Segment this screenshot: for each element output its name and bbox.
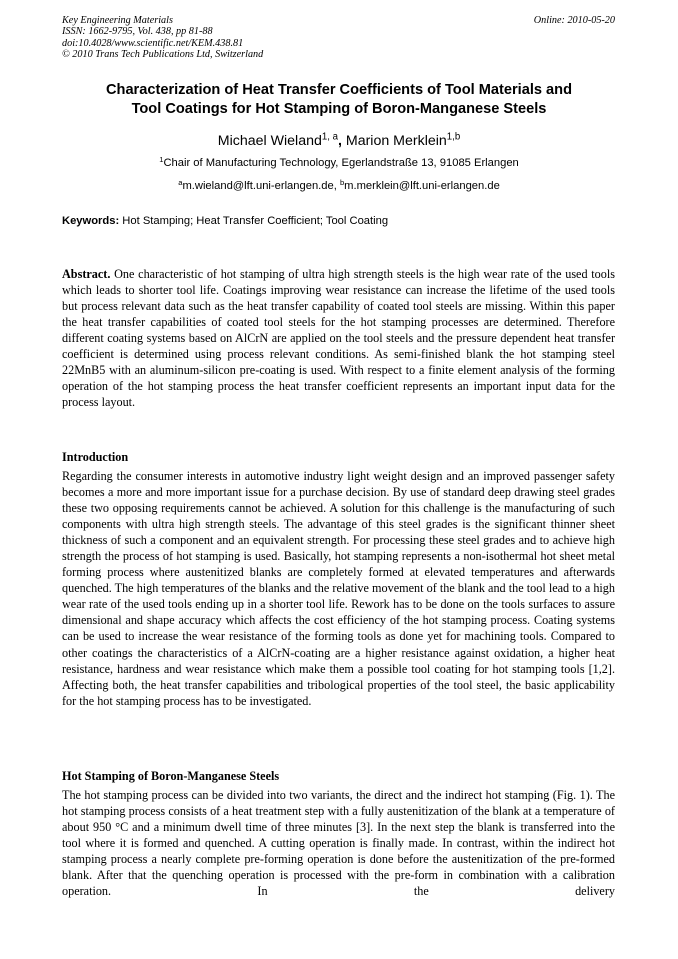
- journal-issn: ISSN: 1662-9795, Vol. 438, pp 81-88: [62, 26, 213, 38]
- keywords: [62, 214, 388, 228]
- author-separator: ,: [337, 133, 346, 149]
- keywords-label: Keywords:: [62, 215, 120, 227]
- author-list: [62, 132, 616, 150]
- section-heading-hot-stamping: Hot Stamping of Boron-Manganese Steels: [62, 769, 280, 783]
- keywords-text: Hot Stamping; Heat Transfer Coefficient; Tool Coating: [119, 215, 389, 227]
- paper-title: [62, 81, 616, 119]
- email-a: m.wieland@lft.uni-erlangen.de,: [182, 180, 340, 192]
- introduction-paragraph: Regarding the consumer interests in automotive industry light weight design and an improved passenger safety becomes a more and more important issue for a purchase decision. By use of standard deep drawing steel grades these two opposing requirements cannot be achieved. A solution for this challenge is the manufacturing of such components with ultra high strength steels. The advantage of this steel grades is the significant thinner sheet thickness of such a component and an equivalent strength. For processing these steel grades and to achieve high strength the process of hot stamping is used. Basically, hot stamping represents a non-isothermal hot sheet metal forming process where austenitized blanks are completely formed at elevated temperatures and afterwards quenched. The high temperatures of the blanks and the relative movement of the blank and the tool lead to a high wear rate of the used tools ending up in a shorter tool life. Rework has to be done on the tools surfaces to assure dimensional and shape accuracy which affects the cost efficiency of the hot stamping process. Coating systems can be used to increase the wear resistance of the forming tools as done yet for machining tools. Compared to other coatings the characteristics of a AlCrN-coating are a higher resistance against oxidation, a higher heat resistance, hardness and wear resistance which make them a possible tool coating for hot stamping tools [1,2]. Affecting both, the heat transfer capabilities and tribological properties of the tool steel, the basic applicability for the hot stamping process has to be investigated.: [62, 469, 615, 708]
- affiliation: [62, 156, 616, 170]
- email-b-mark: b: [339, 177, 345, 187]
- hot-stamping-paragraph: The hot stamping process can be divided into two variants, the direct and the indirect hot stamping (Fig. 1). The hot stamping process consists of a heat treatment step with a fully austenitization of the blank at a temperature of about 950 °C and a minimum dwell time of three minutes [3]. In the next step the blank is transferred into the tool where it is formed and quenched. A cutting operation is finally made. In contrast, within the indirect hot stamping process a nearly complete pre-forming operation is done before the austenitization of the pre-formed blank. After that the quenching operation is processed with the pre-form in combination with a calibration operation. In the delivery: [62, 788, 615, 899]
- abstract-label: Abstract.: [62, 267, 111, 281]
- journal-name: Key Engineering Materials: [62, 15, 173, 26]
- email-b: m.merklein@lft.uni-erlangen.de: [344, 180, 500, 192]
- title-line-1: Characterization of Heat Transfer Coefficients of Tool Materials and: [105, 82, 572, 98]
- abstract-text: One characteristic of hot stamping of ultra high strength steels is the high wear rate of the used tools which leads to shorter tool life. Coatings improving wear resistance can increase the lifetime of the used tools but process relevant data such as the heat transfer capability of coated tool steels are missing. Within this paper the heat transfer capabilities of coated tool steels for the hot stamping processes are determined. Therefore different coating systems based on AlCrN are applied on the tool steels and the pressure dependent heat transfer coefficient is determined using process relevant conditions. As semi-finished blank the hot stamping steel 22MnB5 with an aluminum-silicon pre-coating is used. With respect to a finite element analysis of the forming operation of the hot stamping process the heat transfer coefficient represents an important input data for the process layout.: [62, 267, 615, 410]
- author-2: Marion Merklein: [345, 133, 447, 149]
- author-2-affiliation-mark: 1,b: [446, 131, 461, 143]
- title-line-2: Tool Coatings for Hot Stamping of Boron-Manganese Steels: [131, 101, 547, 117]
- section-heading-introduction: Introduction: [62, 450, 129, 464]
- affiliation-mark: 1: [159, 154, 164, 164]
- abstract: [62, 266, 615, 410]
- journal-doi: doi:10.4028/www.scientific.net/KEM.438.81: [62, 37, 244, 49]
- email-a-mark: a: [178, 177, 183, 187]
- journal-copyright: © 2010 Trans Tech Publications Ltd, Switzerland: [62, 49, 264, 61]
- author-1-affiliation-mark: 1, a: [321, 131, 338, 143]
- affiliation-text: Chair of Manufacturing Technology, Egerlandstraße 13, 91085 Erlangen: [163, 157, 519, 169]
- online-date: Online: 2010-05-20: [533, 15, 615, 26]
- journal-header: [62, 15, 263, 61]
- author-emails: [62, 179, 616, 193]
- author-1: Michael Wieland: [217, 133, 322, 149]
